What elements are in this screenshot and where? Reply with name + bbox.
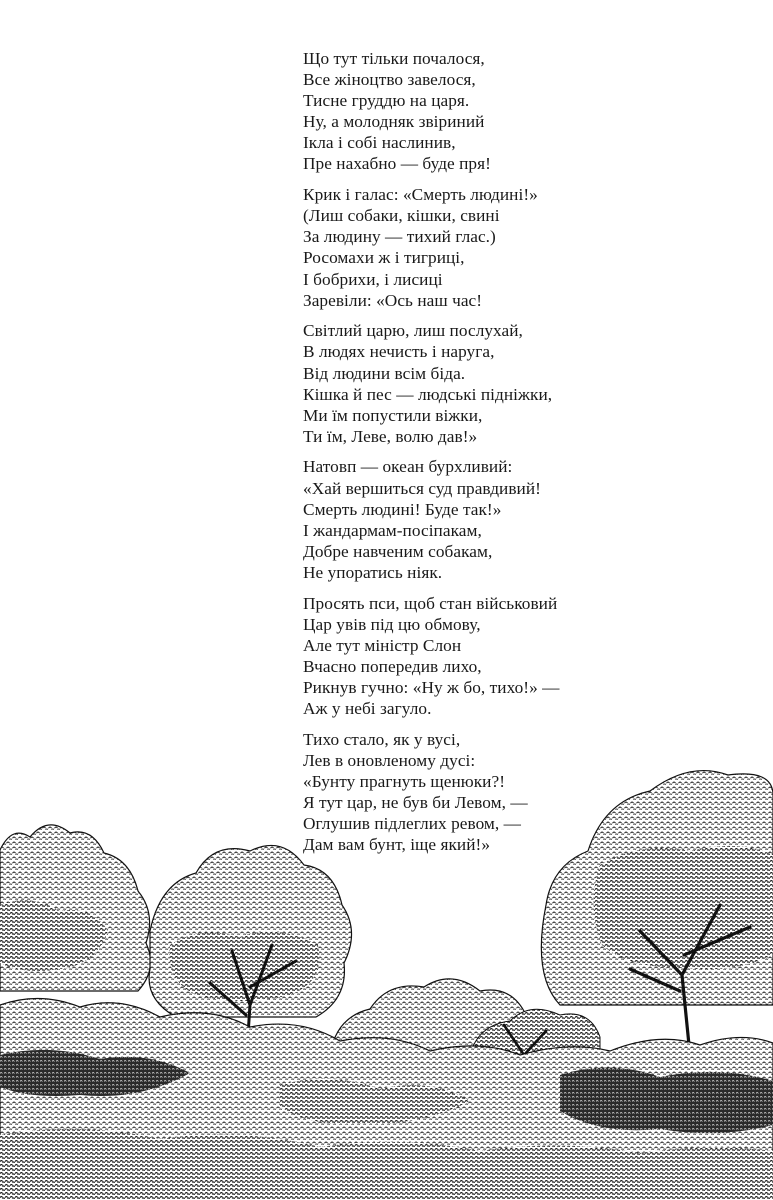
stanza-2 — [303, 184, 743, 311]
poem-line: «Хай вершиться суд правдивий! — [303, 478, 541, 498]
poem-line: Все жіноцтво завелося, — [303, 70, 476, 90]
tree-left-icon — [0, 825, 151, 991]
poem-line: І жандармам-посіпакам, — [303, 520, 482, 540]
poem-line: Тихо стало, як у вусі, — [303, 729, 461, 749]
poem-line: Росомахи ж і тигриці, — [303, 248, 465, 268]
poem-line: Смерть людині! Буде так!» — [303, 499, 502, 519]
stanza-4 — [303, 456, 743, 583]
poem-line: (Лиш собаки, кішки, свині — [303, 206, 500, 226]
poem-line: Але тут міністр Слон — [303, 635, 462, 655]
poem-line: Не упоратись ніяк. — [303, 562, 443, 582]
poem-line: Аж у небі загуло. — [303, 699, 432, 719]
poem-line: Вчасно попередив лихо, — [303, 656, 482, 676]
poem-line: Від людини всім біда. — [303, 363, 466, 383]
poem-line: Ти їм, Леве, волю дав!» — [303, 426, 478, 446]
poem-line: Добре навченим собакам, — [303, 541, 493, 561]
stanza-1 — [303, 48, 743, 175]
poem-line: Світлий царю, лиш послухай, — [303, 321, 523, 341]
poem-line: І бобрихи, і лисиці — [303, 269, 443, 289]
poem-line: Що тут тільки почалося, — [303, 49, 485, 68]
stanza-3 — [303, 320, 743, 447]
poem-line: Ікла і собі наслинив, — [303, 133, 456, 153]
poem-line: Дам вам бунт, іще який!» — [303, 835, 491, 855]
poem-line: Оглушив підлеглих ревом, — — [303, 814, 521, 834]
poem-line: Просять пси, щоб стан військовий — [303, 593, 558, 613]
poem-line: Заревіли: «Ось наш час! — [303, 290, 483, 310]
poem-line: Кішка й пес — людські підніжки, — [303, 384, 553, 404]
poem-line: Я тут цар, не був би Левом, — — [303, 793, 528, 813]
poem-line: Ми їм попустили віжки, — [303, 405, 483, 425]
poem-line: «Бунту прагнуть щенюки?! — [303, 771, 506, 791]
poem-line: За людину — тихий глас.) — [303, 227, 496, 247]
poem-line: Натовп — океан бурхливий: — [303, 457, 513, 477]
poem-line: Лев в оновленому дусі: — [303, 750, 476, 770]
tree-right-icon — [541, 771, 773, 1055]
poem-line: В людях нечисть і наруга, — [303, 342, 495, 362]
forest-illustration — [0, 755, 773, 1200]
poem-line: Крик і галас: «Смерть людині!» — [303, 185, 538, 205]
poem-line: Ну, а молодняк звіриний — [303, 112, 485, 132]
stanza-5 — [303, 593, 743, 720]
poem-line: Цар увів під цю обмову, — [303, 614, 481, 634]
poem-text — [303, 48, 743, 855]
poem-line: Тисне груддю на царя. — [303, 91, 470, 111]
poem-line: Пре нахабно — буде пря! — [303, 154, 491, 174]
poem-line: Рикнув гучно: «Ну ж бо, тихо!» — — [303, 678, 560, 697]
